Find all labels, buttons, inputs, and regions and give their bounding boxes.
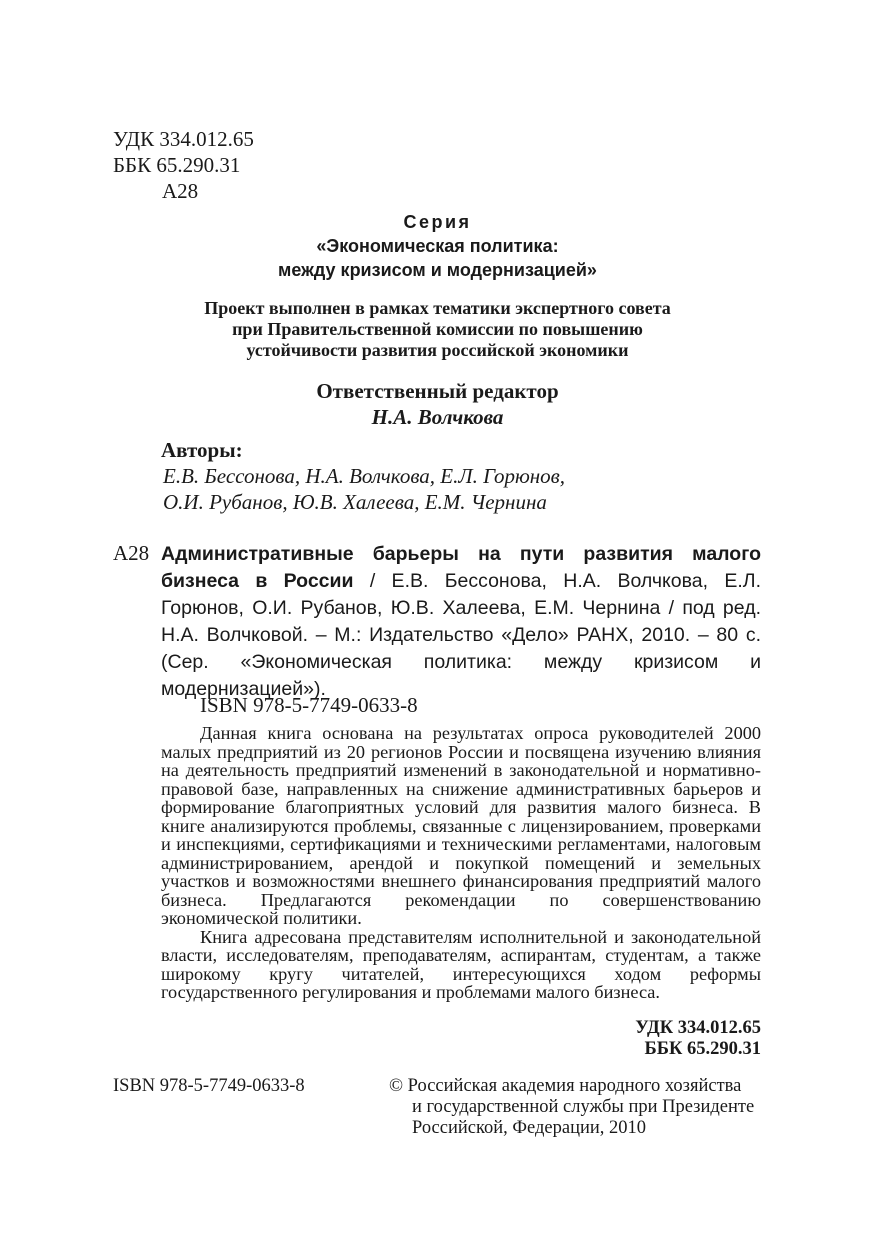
editor-name: Н.А. Волчкова	[371, 405, 504, 429]
annotation-paragraph-2: Книга адресована представителям исполнительной и законодательной власти, исследователям, преподавателям, аспирантам, студентам, а также широкому кругу читателей, интересующихся ходом реформы государственного регулирования и проблемами малого бизнеса.	[161, 926, 761, 1002]
project-note	[0, 298, 875, 361]
editor-block	[0, 378, 875, 430]
copyright-line3: Российской, Федерации, 2010	[412, 1118, 647, 1138]
project-line3: устойчивости развития российской экономики	[246, 340, 629, 360]
editor-label: Ответственный редактор	[316, 379, 559, 403]
copyright-line1: © Российская академия народного хозяйства	[389, 1076, 742, 1096]
udk-code: УДК 334.012.65	[113, 127, 254, 151]
annotation	[161, 724, 761, 1002]
footer-bbk: ББК 65.290.31	[644, 1039, 761, 1059]
footer-codes	[635, 1018, 761, 1060]
authors-line1: Е.В. Бессонова, Н.А. Волчкова, Е.Л. Горюнов,	[163, 464, 566, 488]
authors-line2: О.И. Рубанов, Ю.В. Халеева, Е.М. Чернина	[163, 490, 547, 514]
authors-label: Авторы:	[161, 438, 243, 462]
authors-block	[161, 437, 565, 515]
author-sign: А28	[162, 179, 199, 203]
bibliography-details: / Е.В. Бессонова, Н.А. Волчкова, Е.Л. Горюнов, О.И. Рубанов, Ю.В. Халеева, Е.М. Чернина / под ред. Н.А. Волчковой. – М.: Издательство «Дело» РАНХ, 2010. – 80 с. (Сер. «Экономическая политика: между кризисом и модернизацией»).	[161, 570, 762, 700]
annotation-paragraph-1: Данная книга основана на результатах опроса руководителей 2000 малых предприятий из 20 регионов России и посвящена изучению влияния на деятельность предприятий изменений в законодательной и нормативно-правовой базе, направленных на снижение административных барьеров и формирование благоприятных условий для развития малого бизнеса. В книге анализируются проблемы, связанные с лицензированием, проверками и инспекциями, сертификациями и техническими регламентами, налоговым администрированием, арендой и покупкой помещений и земельных участков и возможностями внешнего финансирования предприятий малого бизнеса. Предлагаются рекомендации по совершенствованию экономической политики.	[161, 723, 761, 928]
bibliography-code: А28	[113, 541, 150, 565]
isbn: ISBN 978-5-7749-0633-8	[200, 693, 418, 717]
project-line2: при Правительственной комиссии по повышению	[232, 319, 643, 339]
project-line1: Проект выполнен в рамках тематики экспертного совета	[204, 298, 671, 318]
bibliography-record	[161, 540, 761, 702]
copyright-line2: и государственной службы при Президенте	[412, 1097, 755, 1117]
series-title-line1: «Экономическая политика:	[316, 236, 559, 256]
series-block	[0, 210, 875, 282]
copyright	[389, 1076, 754, 1139]
classification-codes	[113, 126, 254, 204]
footer-isbn: ISBN 978-5-7749-0633-8	[113, 1076, 305, 1096]
bbk-code: ББК 65.290.31	[113, 153, 241, 177]
series-title-line2: между кризисом и модернизацией»	[278, 260, 597, 280]
series-label: Серия	[403, 212, 472, 232]
book-title: Административные барьеры на пути развития малого бизнеса в России	[161, 543, 761, 592]
footer-udk: УДК 334.012.65	[635, 1018, 761, 1038]
